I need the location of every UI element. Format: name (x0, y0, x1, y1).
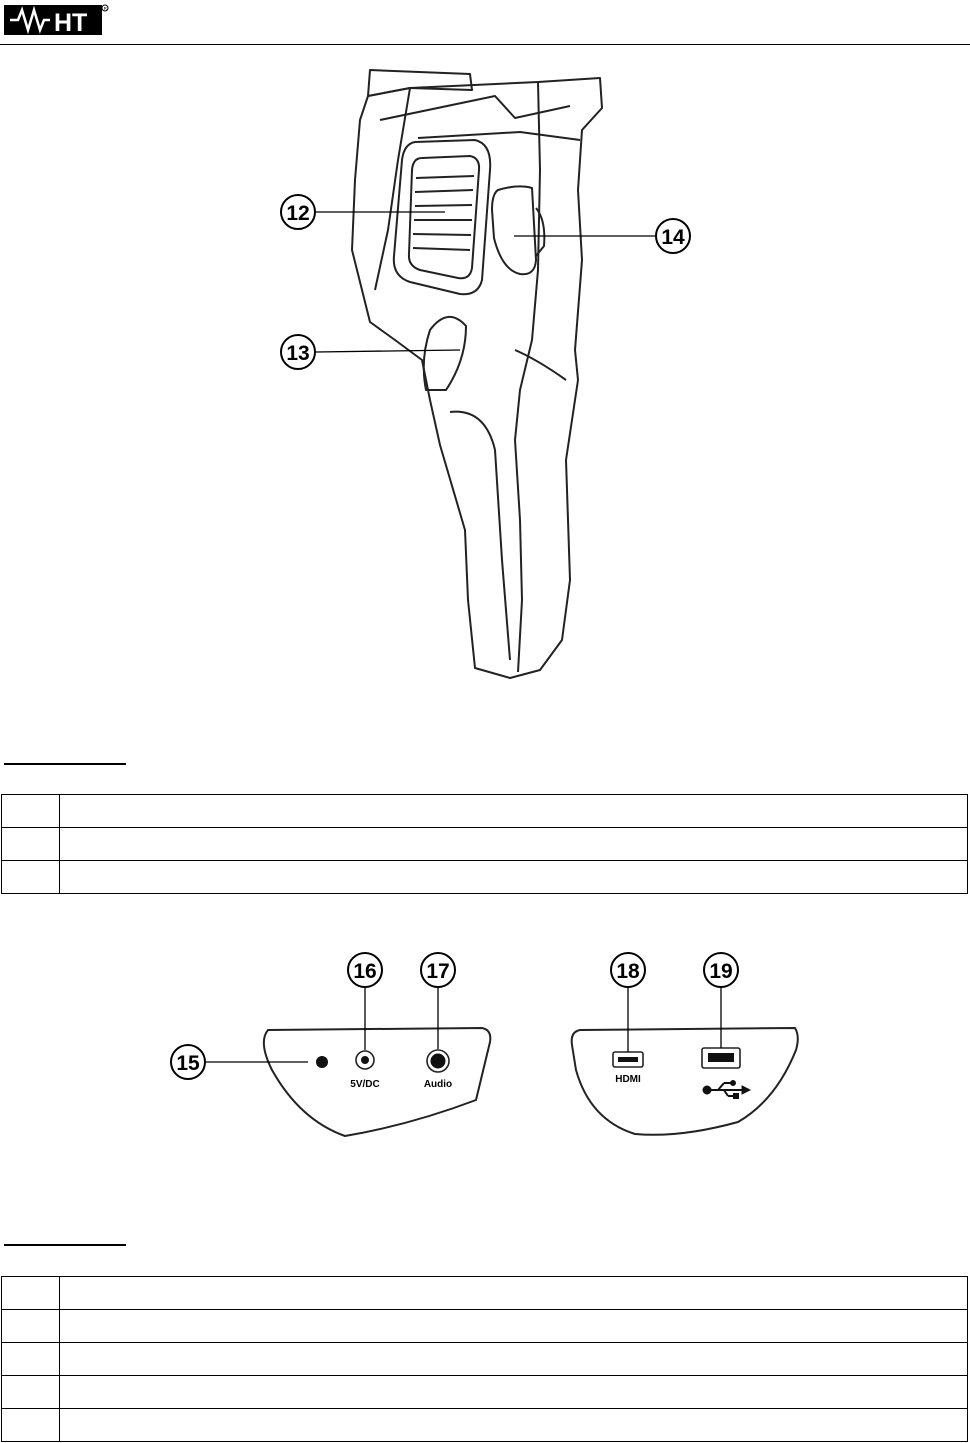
logo-lettering: HT (54, 9, 88, 37)
table-row (2, 795, 968, 828)
part-description (60, 795, 968, 828)
callout-16: 16 (353, 960, 377, 983)
table-row (2, 861, 968, 894)
svg-text:R: R (103, 6, 107, 11)
part-number (2, 1277, 60, 1310)
callout-12: 12 (286, 202, 310, 225)
ht-logo (4, 2, 134, 38)
part-description (60, 861, 968, 894)
table-row (2, 1310, 968, 1343)
callout-18: 18 (616, 960, 640, 983)
table-row (2, 1343, 968, 1376)
part-description (60, 828, 968, 861)
connector-panels (160, 950, 810, 1150)
header-rule (0, 44, 970, 45)
callout-13: 13 (286, 342, 310, 365)
parts-table-2 (1, 1276, 968, 1442)
part-description (60, 1343, 968, 1376)
table-row (2, 828, 968, 861)
table-row (2, 1376, 968, 1409)
page-header (0, 0, 970, 46)
caption-underline-2 (4, 1244, 126, 1246)
part-description (60, 1376, 968, 1409)
part-number (2, 1310, 60, 1343)
power-label: 5V/DC (350, 1079, 380, 1090)
part-number (2, 828, 60, 861)
audio-label: Audio (423, 1079, 453, 1090)
table-row (2, 1409, 968, 1442)
instrument-side-view (270, 60, 700, 685)
part-number (2, 1409, 60, 1442)
part-description (60, 1277, 968, 1310)
parts-table-1 (1, 794, 968, 894)
callout-15: 15 (176, 1052, 200, 1075)
caption-underline-1 (4, 763, 126, 765)
table-row (2, 1277, 968, 1310)
part-number (2, 1343, 60, 1376)
callout-17: 17 (426, 960, 450, 983)
reset-hole (316, 1056, 328, 1068)
part-description (60, 1409, 968, 1442)
callout-14: 14 (661, 226, 685, 249)
part-description (60, 1310, 968, 1343)
part-number (2, 1376, 60, 1409)
part-number (2, 795, 60, 828)
part-number (2, 861, 60, 894)
callout-19: 19 (709, 960, 733, 983)
hdmi-label: HDMI (615, 1074, 641, 1085)
